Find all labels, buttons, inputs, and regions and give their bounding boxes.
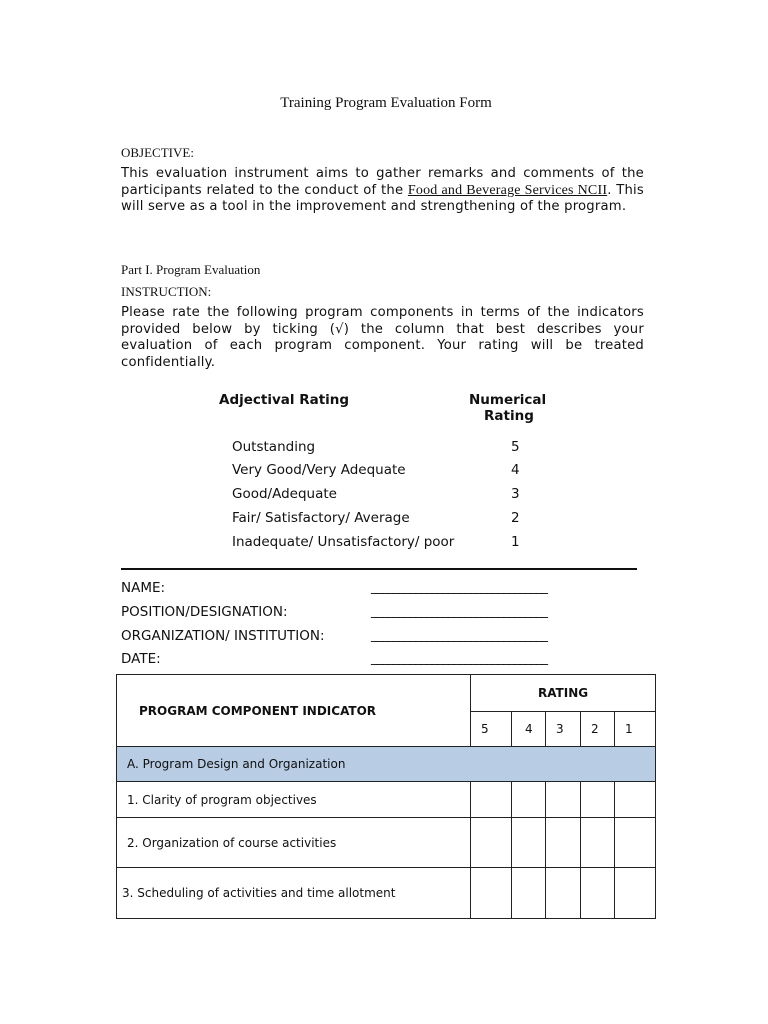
date-field[interactable]: ________________________________	[371, 651, 547, 666]
scale-label: Outstanding	[232, 439, 316, 455]
name-field[interactable]: ________________________________	[371, 580, 547, 595]
evaluation-table	[116, 674, 656, 919]
scale-value: 3	[511, 486, 520, 502]
numerical-rating-header-line2: Rating	[484, 408, 534, 424]
position-field[interactable]: ________________________________	[371, 604, 547, 619]
rating-column-3: 3	[546, 712, 581, 747]
scale-label: Inadequate/ Unsatisfactory/ poor	[232, 534, 455, 550]
rating-column-5: 5	[471, 712, 512, 747]
objective-text-after: . This will serve as a tool in the improvement and strengthening of the program.	[121, 182, 644, 214]
rating-cell[interactable]	[512, 868, 546, 919]
form-title: Training Program Evaluation Form	[280, 95, 492, 111]
scale-value: 2	[511, 510, 520, 526]
rating-cell[interactable]	[546, 782, 581, 818]
rating-cell[interactable]	[581, 818, 615, 868]
rating-cell[interactable]	[615, 818, 656, 868]
part1-heading: Part I. Program Evaluation	[121, 262, 261, 277]
indicator-header: PROGRAM COMPONENT INDICATOR	[117, 675, 471, 747]
indicator-item: 3. Scheduling of activities and time allotment	[117, 868, 471, 919]
rating-cell[interactable]	[512, 818, 546, 868]
rating-cell[interactable]	[471, 818, 512, 868]
scale-value: 4	[511, 462, 520, 478]
rating-column-2: 2	[581, 712, 615, 747]
name-label: NAME:	[121, 580, 166, 596]
instruction-paragraph: Please rate the following program components in terms of the indicators provided below by ticking (√) the column that best describes your evaluation of each program component. Your rating will be treated confidentially.	[121, 305, 644, 370]
rating-header: RATING	[471, 675, 656, 712]
rating-cell[interactable]	[546, 818, 581, 868]
rating-cell[interactable]	[546, 868, 581, 919]
rating-cell[interactable]	[581, 868, 615, 919]
scale-label: Fair/ Satisfactory/ Average	[232, 510, 410, 526]
instruction-label: INSTRUCTION:	[121, 284, 212, 299]
rating-cell[interactable]	[471, 782, 512, 818]
numerical-rating-header-line1: Numerical	[469, 392, 547, 408]
rating-cell[interactable]	[471, 868, 512, 919]
indicator-item: 1. Clarity of program objectives	[117, 782, 471, 818]
indicator-item: 2. Organization of course activities	[117, 818, 471, 868]
rating-column-1: 1	[615, 712, 656, 747]
objective-text-before: This evaluation instrument aims to gather remarks and comments of the participants related to the conduct of the	[121, 166, 644, 198]
objective-label: OBJECTIVE:	[121, 145, 194, 160]
adjectival-rating-header: Adjectival Rating	[219, 392, 350, 408]
rating-cell[interactable]	[581, 782, 615, 818]
objective-paragraph	[121, 166, 644, 216]
rating-cell[interactable]	[615, 868, 656, 919]
organization-label: ORGANIZATION/ INSTITUTION:	[121, 628, 325, 644]
rating-cell[interactable]	[615, 782, 656, 818]
date-label: DATE:	[121, 651, 161, 667]
section-divider	[121, 568, 637, 570]
scale-label: Very Good/Very Adequate	[232, 462, 406, 478]
rating-column-4: 4	[512, 712, 546, 747]
rating-cell[interactable]	[512, 782, 546, 818]
scale-value: 5	[511, 439, 520, 455]
course-name: Food and Beverage Services NCII	[407, 182, 608, 198]
scale-value: 1	[511, 534, 520, 550]
position-label: POSITION/DESIGNATION:	[121, 604, 288, 620]
scale-label: Good/Adequate	[232, 486, 337, 502]
organization-field[interactable]: ________________________________	[371, 628, 547, 643]
section-a-header: A. Program Design and Organization	[117, 747, 656, 782]
